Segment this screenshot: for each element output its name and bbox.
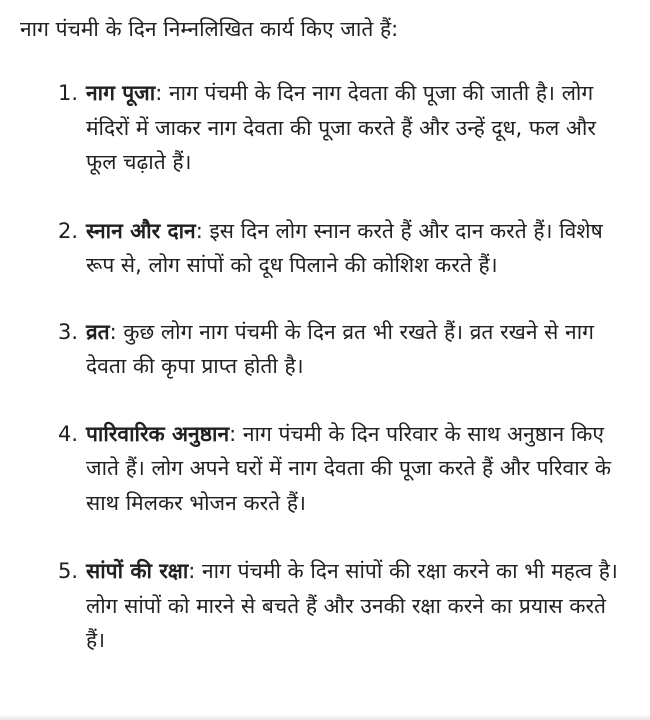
list-item-number: 3. bbox=[58, 319, 79, 344]
list-item-title: स्नान और दान bbox=[86, 218, 196, 243]
list-item bbox=[20, 76, 630, 180]
list-item-number: 1. bbox=[58, 81, 79, 105]
numbered-list bbox=[20, 76, 630, 658]
list-item-text: : नाग पंचमी के दिन परिवार के साथ अनुष्ठान किए जाते हैं। लोग अपने घरों में नाग देवता की पूजा करते हैं और परिवार के साथ मिलकर भोजन करते हैं। bbox=[86, 421, 612, 515]
list-item-title: व्रत bbox=[86, 319, 110, 344]
list-item-text: : नाग पंचमी के दिन सांपों की रक्षा करने का भी महत्व है। लोग सांपों को मारने से बचते हैं और उनकी रक्षा करने का प्रयास करते हैं। bbox=[86, 559, 618, 652]
list-item bbox=[20, 214, 630, 283]
intro-text: नाग पंचमी के दिन निम्नलिखित कार्य किए जाते हैं: bbox=[20, 17, 399, 41]
list-item-title: सांपों की रक्षा bbox=[86, 559, 189, 583]
list-item bbox=[20, 315, 630, 384]
list-item-text: : कुछ लोग नाग पंचमी के दिन व्रत भी रखते हैं। व्रत रखने से नाग देवता की कृपा प्राप्त होती है। bbox=[86, 319, 594, 378]
bottom-edge-shadow bbox=[0, 714, 650, 720]
list-item-number: 5. bbox=[58, 559, 79, 583]
list-item bbox=[20, 417, 630, 521]
list-item-text: : इस दिन लोग स्नान करते हैं और दान करते हैं। विशेष रूप से, लोग सांपों को दूध पिलाने की कोशिश करते हैं। bbox=[86, 218, 603, 277]
list-item-text: : नाग पंचमी के दिन नाग देवता की पूजा की जाती है। लोग मंदिरों में जाकर नाग देवता की पूजा करते हैं और उन्हें दूध, फल और फूल चढ़ाते हैं। bbox=[86, 81, 597, 174]
list-item-number: 4. bbox=[58, 421, 79, 446]
list-item bbox=[20, 554, 630, 658]
list-item-number: 2. bbox=[58, 218, 79, 243]
list-item-title: नाग पूजा bbox=[86, 81, 156, 105]
list-item-title: पारिवारिक अनुष्ठान bbox=[86, 421, 230, 446]
